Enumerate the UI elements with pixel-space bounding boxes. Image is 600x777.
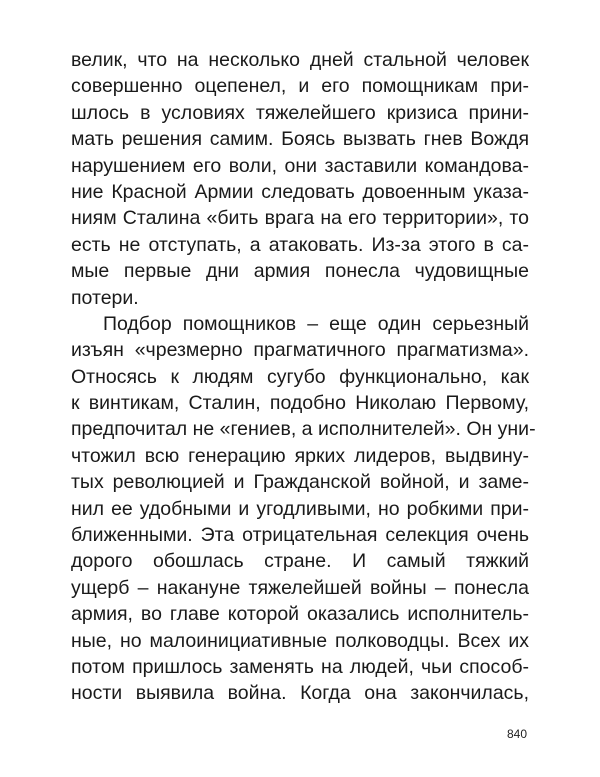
text-line: изъян «чрезмерно прагматичного прагматизма». (71, 339, 529, 362)
text-line: потом пришлось заменять на людей, чьи способ- (71, 655, 529, 678)
text-line: есть не отступать, а атаковать. Из-за этого в са- (71, 233, 529, 256)
text-line: мые первые дни армия понесла чудовищные (71, 260, 529, 283)
text-line: ближенными. Эта отрицательная селекция очень (71, 524, 529, 547)
text-line: к винтикам, Сталин, подобно Николаю Первому, (71, 392, 529, 415)
text-line: ущерб – накануне тяжелейшей войны – понесла (71, 576, 529, 599)
text-line: велик, что на несколько дней стальной человек (71, 49, 529, 71)
text-line: ные, но малоинициативные полководцы. Всех их (71, 629, 529, 652)
text-line: совершенно оцепенел, и его помощникам при- (71, 75, 529, 98)
text-line: предпочитал не «гениев, а исполнителей». Он уни- (71, 418, 536, 441)
text-line: чтожил всю генерацию ярких лидеров, выдвину- (71, 444, 529, 467)
text-line: ниям Сталина «бить врага на его территории», то (71, 207, 529, 230)
text-line: нарушением его воли, они заставили командова- (71, 154, 529, 177)
text-line: мать решения самим. Боясь вызвать гнев Вождя (71, 128, 529, 151)
text-line: тых революцией и Гражданской войной, и заме- (71, 471, 529, 494)
text-line: ности выявила война. Когда она закончилась, (71, 682, 529, 705)
text-line: дорого обошлась стране. И самый тяжкий (71, 550, 529, 573)
text-line: армия, во главе которой оказались исполнитель- (71, 603, 529, 626)
text-line: Относясь к людям сугубо функционально, как (71, 365, 529, 388)
body-text (71, 47, 536, 707)
page-number: 840 (506, 727, 527, 741)
text-line-paragraph-end: потери. (71, 286, 139, 309)
text-line: нил ее удобными и угодливыми, но робкими при- (71, 497, 529, 520)
text-line: ние Красной Армии следовать довоенным указа- (71, 180, 529, 203)
text-line: шлось в условиях тяжелейшего кризиса прини- (71, 101, 529, 124)
text-line-paragraph-start: Подбор помощников – еще один серьезный (103, 312, 529, 335)
